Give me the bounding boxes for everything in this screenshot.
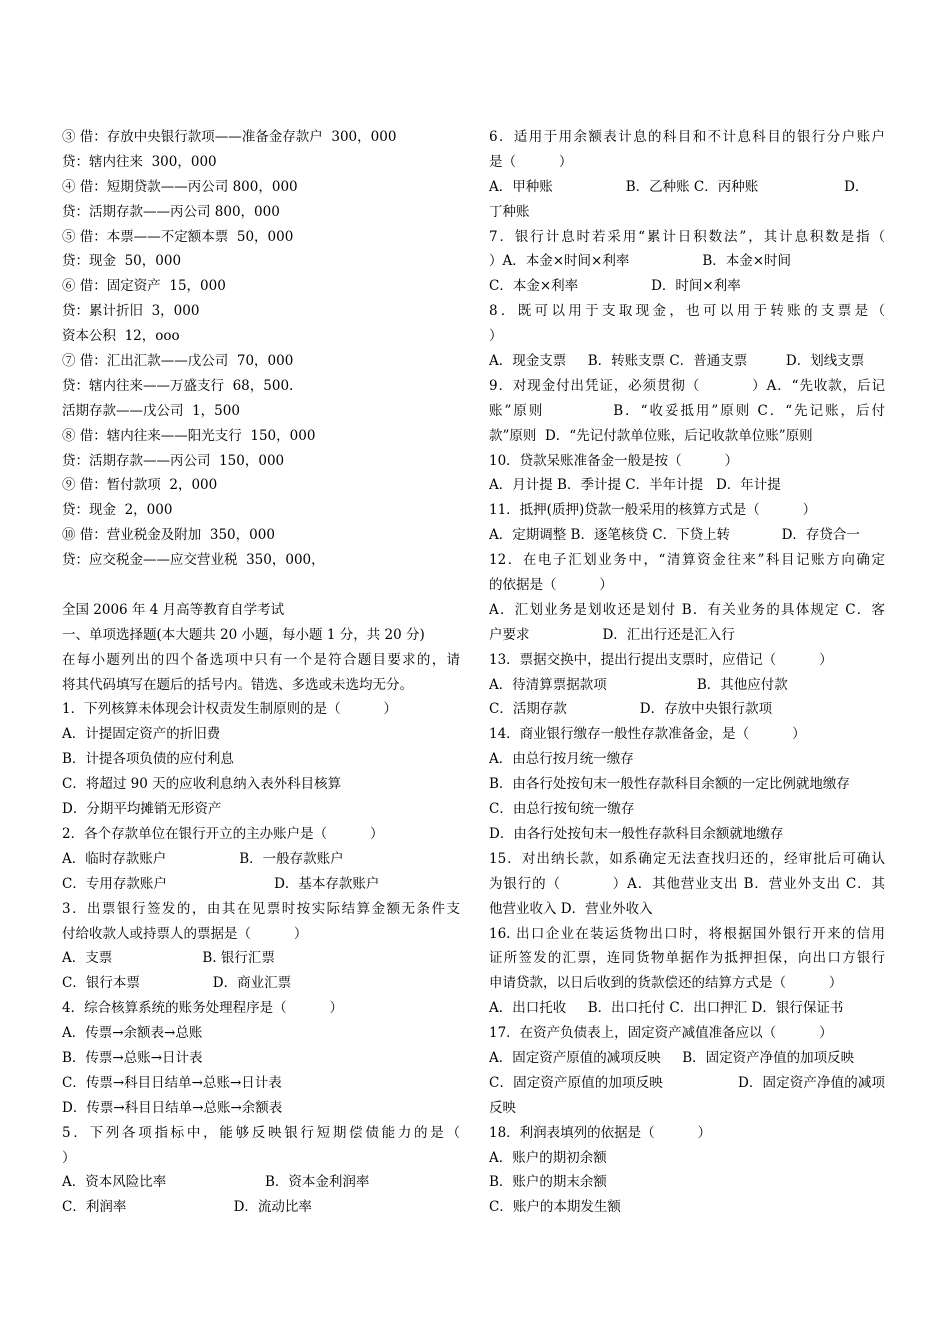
- right-column: [489, 125, 885, 1220]
- right-column-text-line: 15．对出纳长款，如系确定无法查找归还的，经审批后可确认: [489, 850, 885, 867]
- left-column-text-line: C．传票→科目日结单→总账→日计表: [62, 1074, 282, 1091]
- right-column-text-line: C．活期存款 D．存放中央银行款项: [489, 701, 773, 718]
- right-column-text-line: 6．适用于用余额表计息的科目和不计息科目的银行分户账户: [489, 129, 885, 145]
- right-column-text-line: 7．银行计息时若采用“累计日积数法”，其计息积数是指（: [489, 228, 885, 245]
- right-column-text-line: 8．既可以用于支取现金，也可以用于转账的支票是（: [489, 303, 885, 320]
- right-column-text-line: 他营业收入 D．营业外收入: [489, 900, 653, 917]
- left-column-text-line: [62, 573, 460, 598]
- left-column-text-line: 4．综合核算系统的账务处理程序是（ ）: [62, 1000, 344, 1017]
- right-column-text-line: 16. 出口企业在装运货物出口时，将根据国外银行开来的信用: [489, 925, 885, 942]
- right-column-text-line: 丁种账: [489, 203, 530, 220]
- left-column-text-line: 5．下列各项指标中，能够反映银行短期偿债能力的是（: [62, 1124, 460, 1141]
- right-column-text-line: 户要求 D．汇出行还是汇入行: [489, 626, 735, 643]
- right-column-text-line: A．月计提 B．季计提 C．半年计提 D．年计提: [489, 477, 781, 494]
- left-column-text-line: A．传票→余额表→总账: [62, 1025, 203, 1042]
- left-column-text-line: C．将超过 90 天的应收利息纳入表外科目核算: [62, 776, 342, 793]
- right-column-text-line: 账”原则 B．“收妥抵用”原则 C．“先记账，后付: [489, 402, 885, 419]
- right-column-text-line: 的依据是（ ）: [489, 577, 613, 594]
- right-column-text-line: 17．在资产负债表上，固定资产减值准备应以（ ）: [489, 1025, 833, 1042]
- right-column-text-line: 18．利润表填列的依据是（ ）: [489, 1124, 712, 1141]
- left-column-text-line: ⑧ 借：辖内往来——阳光支行 150，000: [62, 427, 316, 444]
- right-column-text-line: A．出口托收 B．出口托付 C．出口押汇 D．银行保证书: [489, 1000, 844, 1017]
- left-column-text-line: 3．出票银行签发的，由其在见票时按实际结算金额无条件支: [62, 900, 460, 917]
- left-column-text-line: ⑩ 借：营业税金及附加 350，000: [62, 527, 275, 544]
- right-column-text-line: C．账户的本期发生额: [489, 1199, 621, 1216]
- right-column-text-line: A．甲种账 B．乙种账 C．丙种账 D．: [489, 178, 869, 195]
- right-column-text-line: 14．商业银行缴存一般性存款准备金，是（ ）: [489, 726, 806, 743]
- left-column-text-line: A．资本风险比率 B．资本金利润率: [62, 1174, 370, 1191]
- left-column-text-line: ⑤ 借：本票——不定额本票 50，000: [62, 228, 294, 245]
- right-column-text-line: 证所签发的汇票，连同货物单据作为抵押担保，向出口方银行: [489, 950, 885, 967]
- left-column-text-line: A．支票 B. 银行汇票: [62, 950, 275, 967]
- right-column-text-line: A．由总行按月统一缴存: [489, 751, 634, 768]
- left-column-text-line: 在每小题列出的四个备选项中只有一个是符合题目要求的，请: [62, 651, 460, 668]
- right-column-text-line: 申请贷款，以日后收到的货款偿还的结算方式是（ ）: [489, 975, 843, 992]
- left-column-text-line: 活期存款——戊公司 1，500: [62, 402, 240, 419]
- right-column-text-line: 款”原则 D．“先记付款单位账，后记收款单位账”原则: [489, 427, 813, 444]
- right-column-text-line: A．待清算票据款项 B．其他应付款: [489, 676, 788, 693]
- left-column-text-line: ③ 借：存放中央银行款项——准备金存款户 300，000: [62, 129, 397, 145]
- left-column-text-line: 贷：累计折旧 3，000: [62, 303, 200, 320]
- left-column-text-line: 贷：辖内往来——万盛支行 68，500.: [62, 377, 294, 394]
- left-column-text-line: D．传票→科目日结单→总账→余额表: [62, 1099, 283, 1116]
- right-column-text-line: A．固定资产原值的减项反映 B．固定资产净值的加项反映: [489, 1049, 855, 1066]
- left-column-text-line: 将其代码填写在题后的括号内。错选、多选或未选均无分。: [62, 676, 413, 693]
- right-column-text-line: C．由总行按旬统一缴存: [489, 801, 635, 818]
- left-column-text-line: 贷：辖内往来 300，000: [62, 153, 217, 170]
- left-column-text-line: B．传票→总账→日计表: [62, 1049, 203, 1066]
- right-column-text-line: A．现金支票 B．转账支票 C．普通支票 D．划线支票: [489, 353, 865, 370]
- right-column-text-line: 12．在电子汇划业务中，“清算资金往来”科目记账方向确定: [489, 552, 885, 569]
- right-column-text-line: B．账户的期末余额: [489, 1174, 607, 1191]
- left-column-text-line: 1．下列核算未体现会计权责发生制原则的是（ ）: [62, 701, 398, 718]
- right-column-text-line: ）: [489, 328, 503, 345]
- right-column-text-line: A．账户的期初余额: [489, 1149, 607, 1166]
- left-column-text-line: 贷：应交税金——应交营业税 350，000，: [62, 552, 325, 569]
- right-column-text-line: C．本金×利率 D．时间×利率: [489, 278, 741, 295]
- right-column-text-line: ）A．本金×时间×利率 B．本金×时间: [489, 253, 792, 270]
- left-column-text-line: 付给收款人或持票人的票据是（ ）: [62, 925, 308, 942]
- left-column-text-line: ⑨ 借：暂付款项 2，000: [62, 477, 218, 494]
- right-column-text-line: 是（ ）: [489, 153, 573, 170]
- left-column-text-line: 贷：活期存款——丙公司 800，000: [62, 203, 280, 220]
- left-column-text-line: ）: [62, 1149, 76, 1166]
- left-column-text-line: 贷：现金 50，000: [62, 253, 182, 270]
- left-column-text-line: 贷：活期存款——丙公司 150，000: [62, 452, 285, 469]
- left-column-text-line: 全国 2006 年 4 月高等教育自学考试: [62, 601, 285, 618]
- left-column-text-line: C．利润率 D．流动比率: [62, 1199, 312, 1216]
- right-column-text-line: 10．贷款呆账准备金一般是按（ ）: [489, 452, 739, 469]
- right-column-text-line: B．由各行处按旬末一般性存款科目余额的一定比例就地缴存: [489, 776, 850, 793]
- right-column-text-line: 11．抵押(质押)贷款一般采用的核算方式是（ ）: [489, 502, 817, 519]
- right-column-text-line: A．汇划业务是划收还是划付 B．有关业务的具体规定 C．客: [489, 601, 885, 618]
- left-column-text-line: 资本公积 12，ooo: [62, 328, 180, 345]
- left-column-text-line: D．分期平均摊销无形资产: [62, 801, 222, 818]
- left-column-text-line: A．计提固定资产的折旧费: [62, 726, 221, 743]
- left-column-text-line: ④ 借：短期贷款——丙公司 800，000: [62, 178, 298, 195]
- left-column-text-line: 贷：现金 2，000: [62, 502, 173, 519]
- right-column-text-line: 为银行的（ ）A．其他营业支出 B．营业外支出 C．其: [489, 875, 885, 892]
- left-column-text-line: ⑦ 借：汇出汇款——戊公司 70，000: [62, 353, 294, 370]
- left-column-text-line: C．银行本票 D．商业汇票: [62, 975, 292, 992]
- left-column-text-line: B．计提各项负债的应付利息: [62, 751, 234, 768]
- right-column-text-line: D．由各行处按旬末一般性存款科目余额就地缴存: [489, 825, 784, 842]
- left-column: [62, 125, 460, 1220]
- right-column-text-line: 9．对现金付出凭证，必须贯彻（ ）A．“先收款，后记: [489, 377, 885, 394]
- right-column-text-line: 反映: [489, 1099, 516, 1116]
- left-column-text-line: ⑥ 借：固定资产 15，000: [62, 278, 226, 295]
- right-column-text-line: A．定期调整 B．逐笔核贷 C．下贷上转 D．存贷合一: [489, 527, 860, 544]
- left-column-text-line: C．专用存款账户 D．基本存款账户: [62, 875, 380, 892]
- left-column-text-line: 2．各个存款单位在银行开立的主办账户是（ ）: [62, 825, 384, 842]
- right-column-text-line: C．固定资产原值的加项反映 D．固定资产净值的减项: [489, 1074, 885, 1091]
- right-column-text-line: 13．票据交换中，提出行提出支票时，应借记（ ）: [489, 651, 833, 668]
- left-column-text-line: A．临时存款账户 B．一般存款账户: [62, 850, 344, 867]
- left-column-text-line: 一、单项选择题(本大题共 20 小题，每小题 1 分，共 20 分): [62, 626, 425, 643]
